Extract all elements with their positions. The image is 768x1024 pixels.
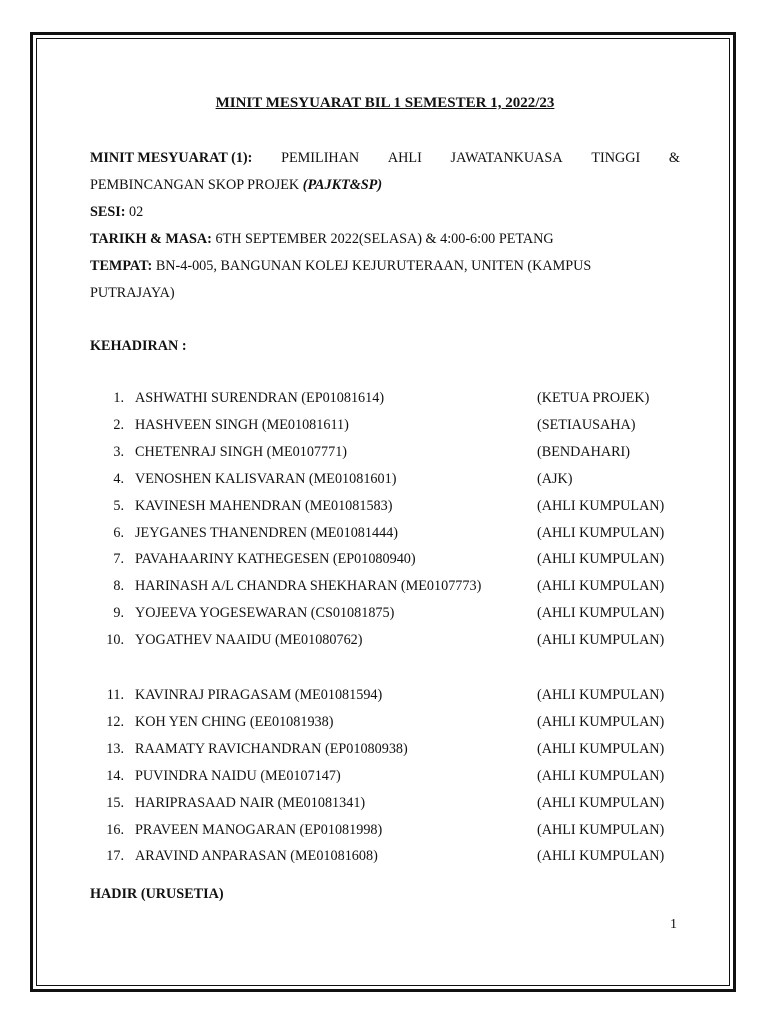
attendee-row (90, 714, 680, 734)
attendee-name: PAVAHAARINY KATHEGESEN (EP01080940) (135, 551, 416, 568)
minit-line-1 (90, 150, 680, 167)
attendee-role: (KETUA PROJEK) (537, 390, 650, 406)
attendee-name: PRAVEEN MANOGARAN (EP01081998) (135, 821, 383, 838)
attendee-row (90, 417, 680, 437)
attendee-number: 11. (106, 687, 124, 703)
attendee-name: YOGATHEV NAAIDU (ME01080762) (135, 632, 363, 649)
attendee-row (90, 551, 680, 571)
attendee-row (90, 578, 680, 598)
tarikh-line (90, 231, 554, 248)
attendee-role: (AHLI KUMPULAN) (537, 740, 665, 757)
sesi-value: 02 (129, 204, 144, 220)
attendee-role: (SETIAUSAHA) (537, 416, 636, 433)
attendee-role: (AHLI KUMPULAN) (537, 794, 665, 811)
attendee-row (90, 795, 680, 815)
minit-topic: PEMBINCANGAN SKOP PROJEK (90, 177, 300, 193)
minit-label: MINIT MESYUARAT (1): (90, 150, 253, 166)
kehadiran-heading: KEHADIRAN : (90, 338, 187, 354)
attendee-number: 15. (106, 794, 124, 811)
attendee-number: 10. (106, 632, 124, 649)
attendee-role: (BENDAHARI) (537, 443, 630, 460)
attendee-name: KOH YEN CHING (EE01081938) (135, 713, 334, 730)
sesi-line (90, 204, 143, 221)
attendee-name: JEYGANES THANENDREN (ME01081444) (135, 524, 398, 541)
attendee-number: 2. (113, 416, 124, 433)
attendee-role: (AHLI KUMPULAN) (537, 524, 665, 541)
attendee-role: (AHLI KUMPULAN) (537, 821, 665, 838)
attendee-name: HARINASH A/L CHANDRA SHEKHARAN (ME0107773) (135, 578, 482, 595)
attendee-name: ASHWATHI SURENDRAN (EP01081614) (135, 390, 385, 406)
attendee-name: VENOSHEN KALISVARAN (ME01081601) (135, 470, 397, 487)
tempat-value-cont: PUTRAJAYA) (90, 285, 175, 301)
document-title: MINIT MESYUARAT BIL 1 SEMESTER 1, 2022/23 (215, 95, 555, 111)
tarikh-label: TARIKH & MASA: (90, 231, 212, 247)
attendee-role: (AHLI KUMPULAN) (537, 551, 665, 568)
tarikh-value: 6TH SEPTEMBER 2022(SELASA) & 4:00-6:00 PETANG (215, 231, 554, 247)
attendee-row (90, 525, 680, 545)
attendee-row (90, 768, 680, 788)
attendee-row (90, 632, 680, 652)
minit-abbrev: (PAJKT&SP) (302, 177, 383, 193)
attendee-role: (AHLI KUMPULAN) (537, 713, 665, 730)
hadir-urusetia-heading: HADIR (URUSETIA) (90, 886, 224, 902)
attendee-role: (AHLI KUMPULAN) (537, 605, 665, 622)
attendee-row (90, 390, 680, 410)
attendee-number: 13. (106, 740, 124, 757)
attendee-number: 9. (113, 605, 124, 622)
attendee-row (90, 498, 680, 518)
tempat-line (90, 258, 591, 275)
minit-word: TINGGI (591, 150, 641, 166)
attendee-name: KAVINRAJ PIRAGASAM (ME01081594) (135, 687, 383, 703)
attendee-name: HARIPRASAAD NAIR (ME01081341) (135, 794, 366, 811)
attendee-number: 16. (106, 821, 124, 838)
attendee-name: ARAVIND ANPARASAN (ME01081608) (135, 848, 378, 865)
attendee-row (90, 687, 680, 707)
attendee-role: (AHLI KUMPULAN) (537, 687, 665, 703)
minit-line-2 (90, 177, 382, 194)
attendee-role: (AHLI KUMPULAN) (537, 767, 665, 784)
attendee-role: (AHLI KUMPULAN) (537, 578, 665, 595)
attendee-number: 3. (113, 443, 124, 460)
attendee-row (90, 822, 680, 842)
attendee-name: CHETENRAJ SINGH (ME0107771) (135, 443, 348, 460)
minit-word: AHLI (387, 150, 422, 166)
attendee-row (90, 605, 680, 625)
tempat-line-2 (90, 285, 175, 302)
attendee-number: 5. (113, 497, 124, 514)
attendee-role: (AHLI KUMPULAN) (537, 497, 665, 514)
minit-word: & (668, 150, 680, 166)
attendee-number: 14. (106, 767, 124, 784)
attendee-number: 17. (106, 848, 124, 865)
attendee-number: 12. (106, 713, 124, 730)
attendee-number: 7. (113, 551, 124, 568)
attendee-row (90, 444, 680, 464)
attendee-row (90, 741, 680, 761)
attendee-role: (AHLI KUMPULAN) (537, 632, 665, 649)
attendee-name: YOJEEVA YOGESEWARAN (CS01081875) (135, 605, 395, 622)
attendee-name: KAVINESH MAHENDRAN (ME01081583) (135, 497, 393, 514)
attendee-number: 4. (113, 470, 124, 487)
attendee-number: 6. (113, 524, 124, 541)
minit-word: PEMILIHAN (281, 150, 360, 166)
attendee-role: (AHLI KUMPULAN) (537, 848, 665, 865)
sesi-label: SESI: (90, 204, 126, 220)
attendee-number: 8. (113, 578, 124, 595)
attendee-name: HASHVEEN SINGH (ME01081611) (135, 416, 349, 433)
tempat-label: TEMPAT: (90, 258, 153, 274)
attendee-row (90, 471, 680, 491)
attendee-row (90, 848, 680, 868)
attendee-name: RAAMATY RAVICHANDRAN (EP01080938) (135, 740, 408, 757)
attendee-role: (AJK) (537, 470, 573, 487)
page-number: 1 (670, 917, 677, 932)
tempat-value: BN-4-005, BANGUNAN KOLEJ KEJURUTERAAN, UNITEN (KAMPUS (155, 258, 592, 274)
attendee-number: 1. (113, 390, 124, 406)
minit-word: JAWATANKUASA (450, 150, 563, 166)
attendee-name: PUVINDRA NAIDU (ME0107147) (135, 767, 341, 784)
